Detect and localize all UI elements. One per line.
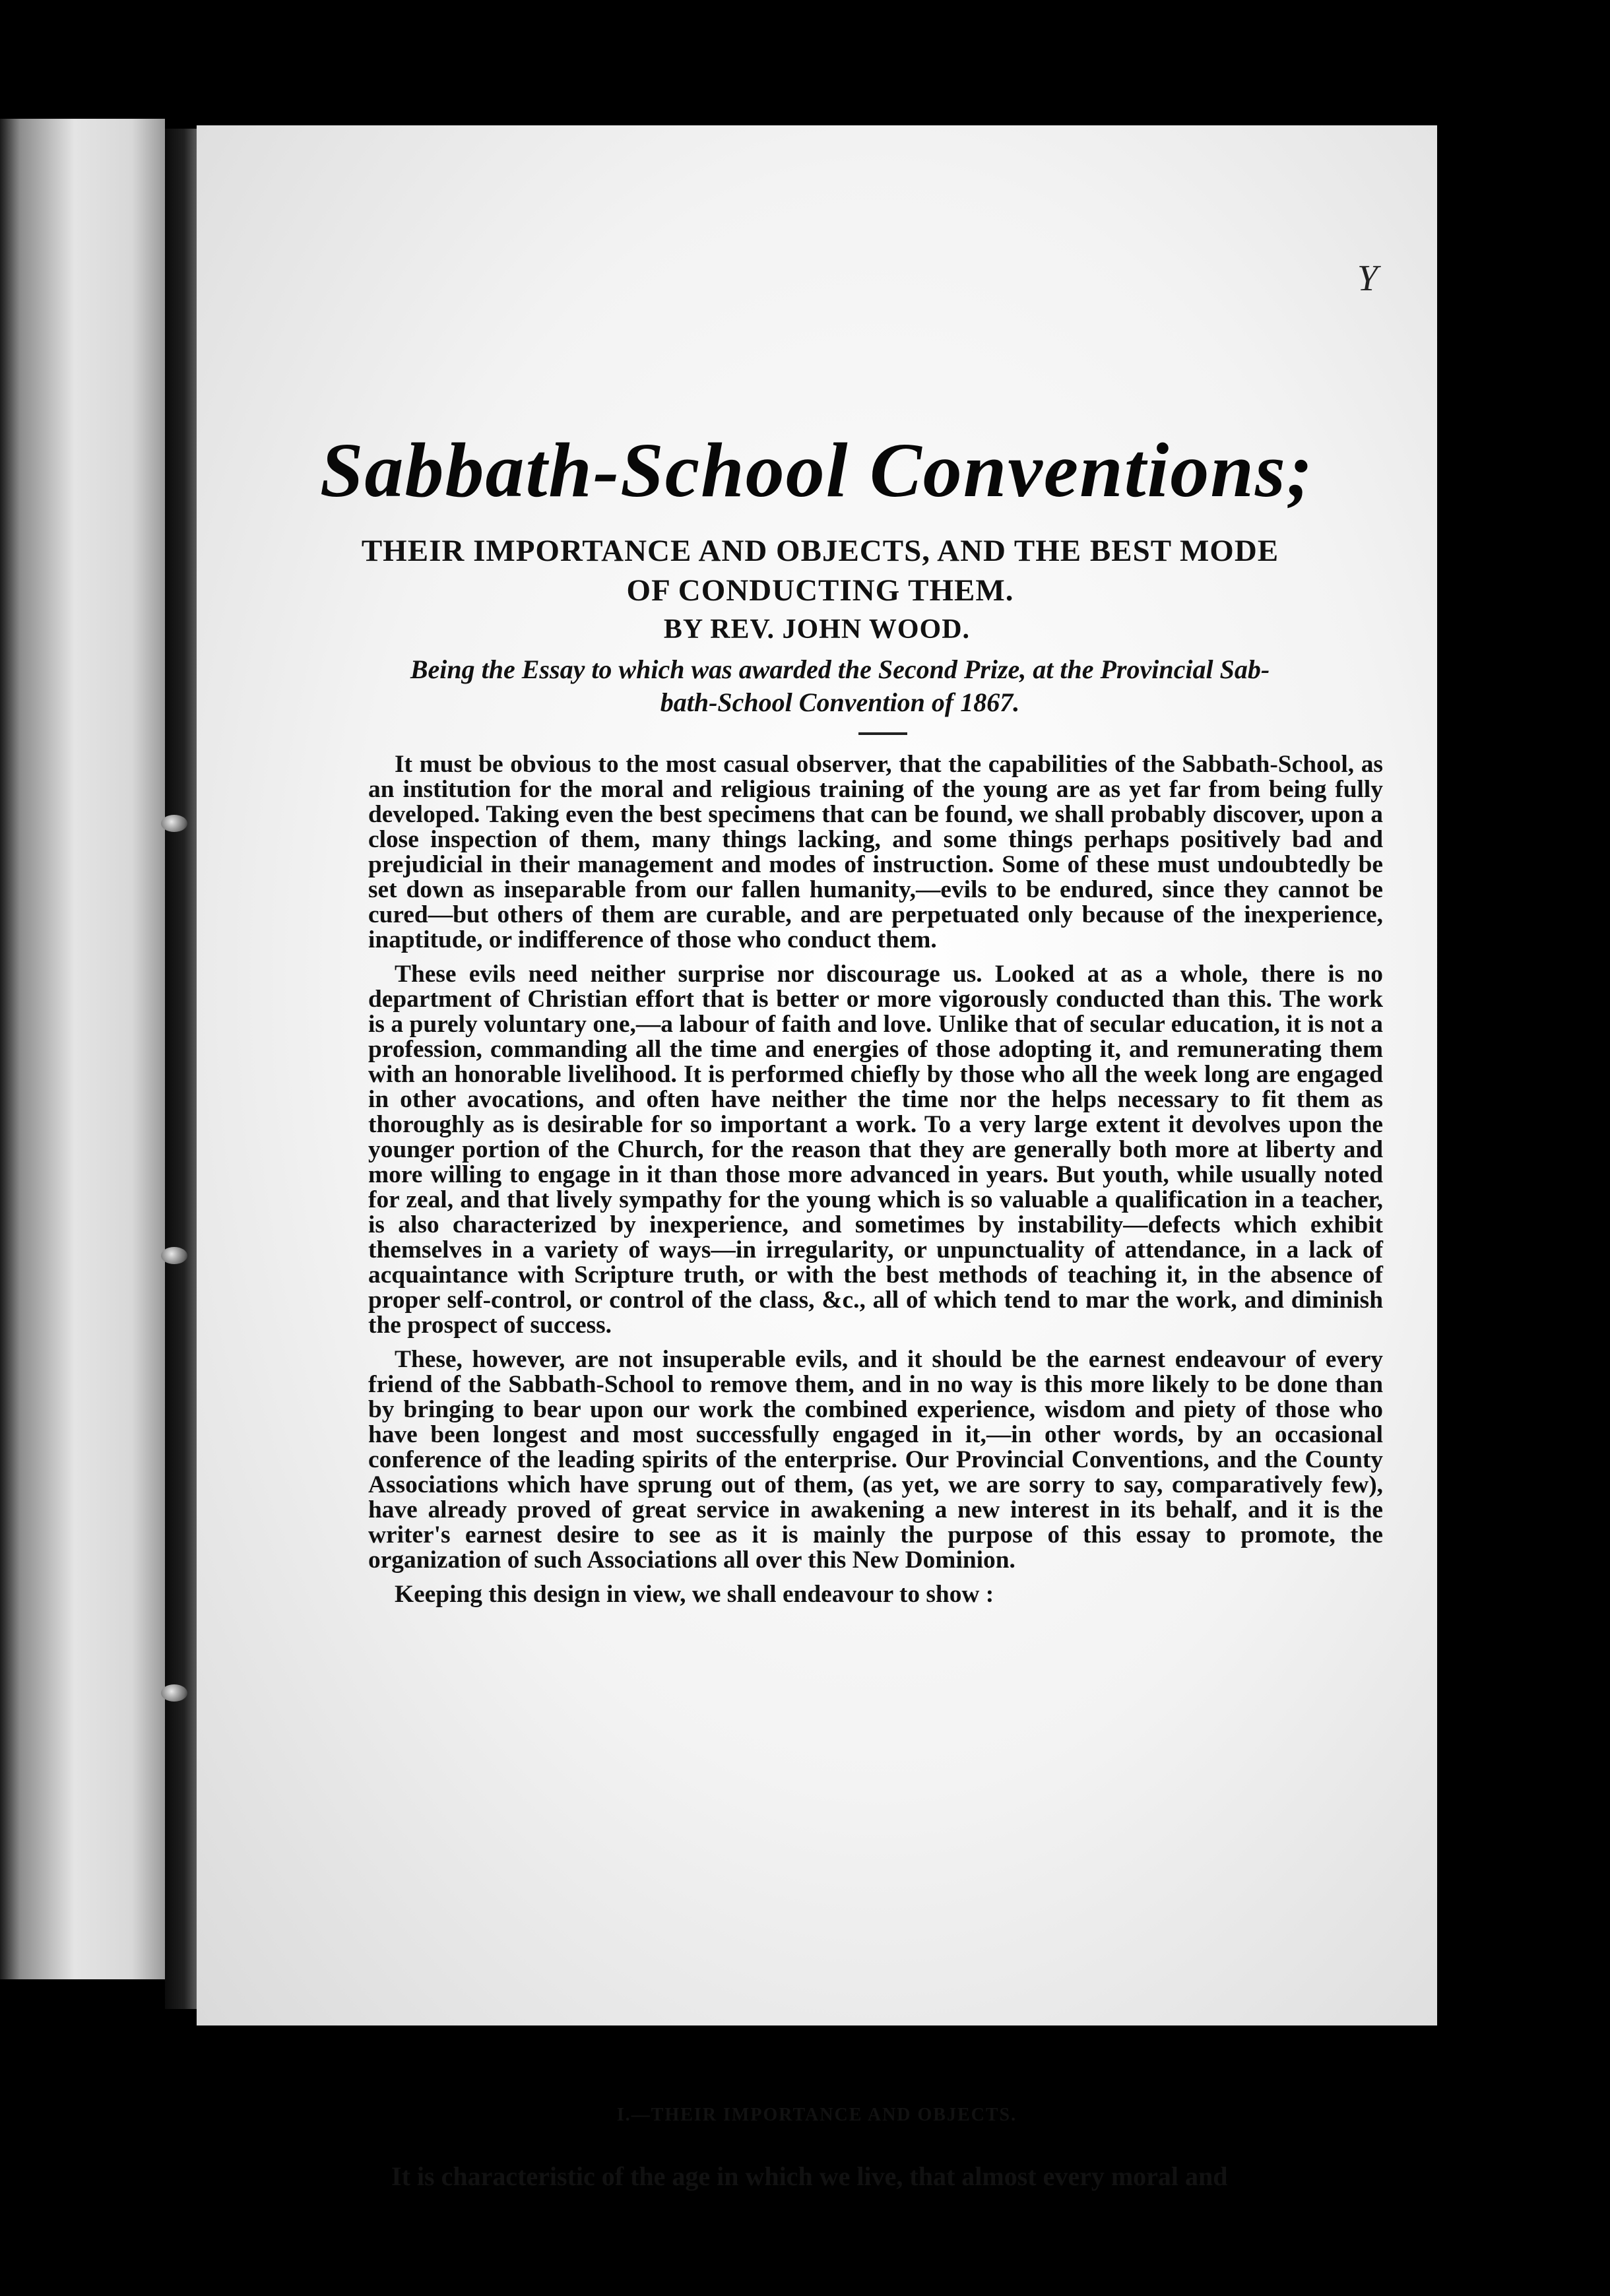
facing-page-edge [0, 119, 165, 1979]
binding-staple [161, 815, 187, 832]
paragraph: It must be obvious to the most casual observer, that the capabilities of the Sabbath-School, as an institution for the moral and religious training of the young are as yet far from being fully developed. Taking even the best specimens that can be found, we shall probably discover, upon a close inspection of them, many things lacking, and some things perhaps positively bad and prejudicial in their management and modes of instruction. Some of these must undoubtedly be set down as inseparable from our fallen humanity,—evils to be endured, since they cannot be cured—but others of them are curable, and are perpetuated only because of the inexperience, inaptitude, or indifference of those who conduct them. [368, 751, 1383, 953]
divider-rule [858, 732, 907, 735]
book-binding [165, 129, 197, 2009]
subtitle-line: THEIR IMPORTANCE AND OBJECTS, AND THE BEST MODE [361, 534, 1279, 568]
subtitle [249, 531, 1391, 610]
prize-note-line: bath-School Convention of 1867. [660, 687, 1020, 717]
handwritten-page-mark: Y [1357, 258, 1378, 299]
paragraph-start: It is characteristic of the age in which we live, that almost every moral and [391, 2161, 1228, 2191]
section-heading: I.—THEIR IMPORTANCE AND OBJECTS. [616, 2105, 1017, 2125]
paragraph: Keeping this design in view, we shall endeavour to show : [395, 1581, 994, 1608]
paragraph: These, however, are not insuperable evils, and it should be the earnest endeavour of every friend of the Sabbath-School to remove them, and in no way is this more likely to be done than by bringing to bear upon our work the combined experience, wisdom and piety of those who have been longest and most successfully engaged in it,—in other words, by an occasional conference of the leading spirits of the enterprise. Our Provincial Conventions, and the County Associations which have sprung out of them, (as yet, we are sorry to say, comparatively few), have already proved of great service in awakening a new interest in its behalf, and it is the writer's earnest desire to see as it is mainly the purpose of this essay to promote, the organization of such Associations all over this New Dominion. [368, 1346, 1383, 1574]
prize-note [309, 653, 1371, 719]
subtitle-line: OF CONDUCTING THEM. [626, 573, 1014, 608]
prize-note-line: Being the Essay to which was awarded the Second Prize, at the Provincial Sab- [410, 654, 1270, 684]
body-text [368, 749, 1383, 1607]
page-title: Sabbath-School Conventions; [319, 427, 1314, 513]
author-byline: BY REV. JOHN WOOD. [663, 614, 971, 645]
binding-staple [161, 1684, 187, 1702]
document-page [197, 125, 1437, 2191]
paragraph: These evils need neither surprise nor discourage us. Looked at as a whole, there is no department of Christian effort that is better or more vigorously conducted than this. The work is a purely voluntary one,—a labour of faith and love. Unlike that of secular education, it is not a profession, commanding all the time and energies of those adopting it, and remunerating them with an honorable livelihood. It is performed chiefly by those who all the week long are engaged in other avocations, and often have neither the time nor the helps necessary to fit them as thoroughly as is desirable for so important a work. To a very large extent it devolves upon the younger portion of the Church, for the reason that they are generally both more at liberty and more willing to engage in it than those more advanced in years. But youth, while usually noted for zeal, and that lively sympathy for the young which is so valuable a qualification in a teacher, is also characterized by inexperience, and sometimes by instability—defects which exhibit themselves in a variety of ways—in irregularity, or unpunctuality of attendance, in a lack of acquaintance with Scripture truth, or with the best methods of teaching it, in the absence of proper self-control, or control of the class, &c., all of which tend to mar the work, and diminish the prospect of success. [368, 961, 1383, 1339]
binding-staple [161, 1247, 187, 1264]
